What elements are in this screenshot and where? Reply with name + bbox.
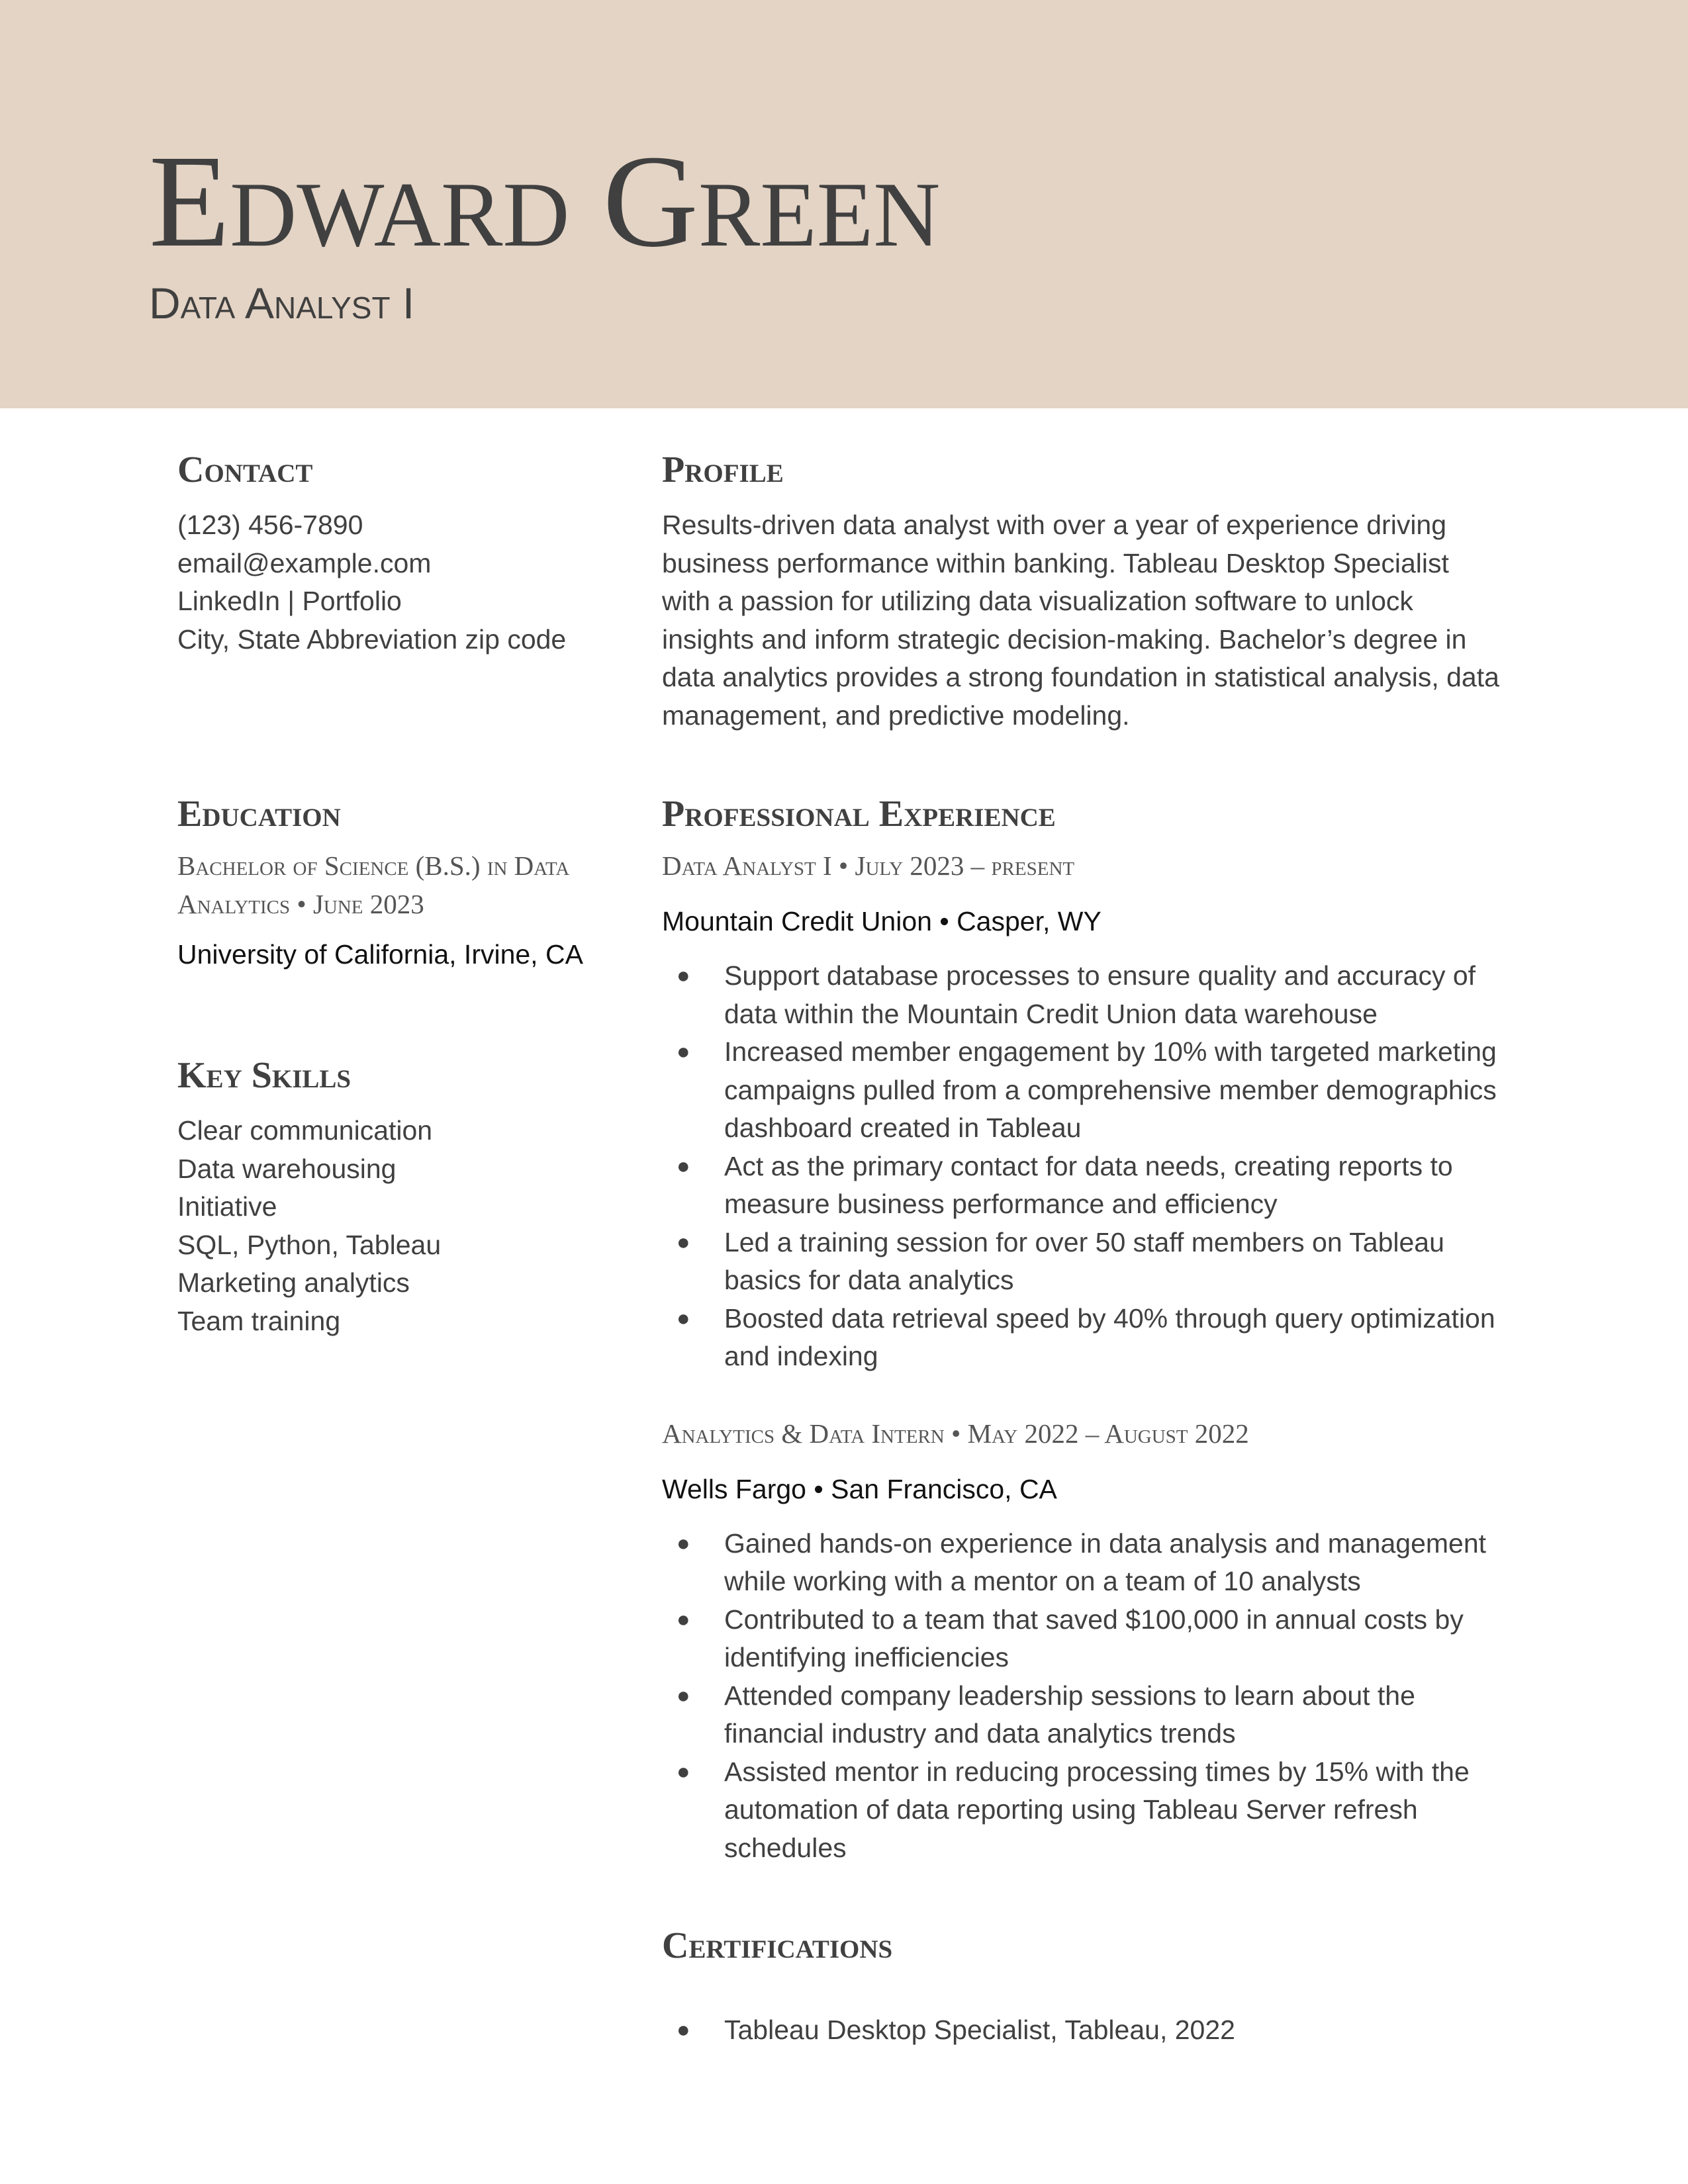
skills-section [177,1052,614,1340]
bullet-dot-icon: ● [677,1153,690,1179]
certifications-section [662,1923,1542,2050]
job-bullet: ● Contributed to a team that saved $100,000 in annual costs by identifying inefficiencies [662,1601,1542,1677]
bullet-dot-icon: ● [677,1682,690,1708]
job-bullet: ● Act as the primary contact for data needs, creating reports to measure business performance and efficiency [662,1148,1542,1224]
bullet-dot-icon: ● [677,2017,690,2042]
job-title-dates: Data Analyst I • July 2023 – present [662,850,1075,881]
skills-heading: Key Skills [177,1055,352,1096]
skill-item: SQL, Python, Tableau [177,1229,442,1260]
skill-item: Initiative [177,1191,277,1222]
contact-email: email@example.com [177,547,432,578]
education-heading: Education [177,794,341,835]
job-employer: Mountain Credit Union • Casper, WY [662,906,1102,936]
job-bullet: ● Boosted data retrieval speed by 40% through query optimization and indexing [662,1300,1542,1376]
education-section [177,791,614,974]
job-bullet: ● Increased member engagement by 10% with targeted marketing campaigns pulled from a comprehensive member demographics dashboard created in Tableau [662,1033,1542,1148]
experience-heading: Professional Experience [662,794,1056,835]
profile-summary [662,506,1542,735]
education-degree-line1: Bachelor of Science (B.S.) in Data [177,850,570,881]
profile-line: management, and predictive modeling. [662,700,1130,731]
contact-phone: (123) 456-7890 [177,510,363,540]
candidate-name: Edward Green [149,128,941,275]
skill-item: Marketing analytics [177,1267,410,1298]
job-bullet: ● Assisted mentor in reducing processing times by 15% with the automation of data reporting using Tableau Server refresh schedules [662,1753,1542,1868]
contact-heading: Contact [177,449,313,490]
profile-line: data analytics provides a strong foundation in statistical analysis, data [662,662,1499,692]
contact-location: City, State Abbreviation zip code [177,623,567,655]
skill-item: Team training [177,1305,341,1336]
education-school: University of California, Irvine, CA [177,939,583,970]
bullet-dot-icon: ● [677,1530,690,1556]
profile-section [662,447,1542,735]
job-bullet: ● Support database processes to ensure quality and accuracy of data within the Mountain Credit Union data warehouse [662,957,1542,1033]
job-entry [662,1414,1542,1868]
job-bullets [662,1525,1542,1868]
bullet-dot-icon: ● [677,1758,690,1784]
profile-line: business performance within banking. Tableau Desktop Specialist [662,547,1449,578]
bullet-dot-icon: ● [677,1229,690,1255]
job-employer: Wells Fargo • San Francisco, CA [662,1473,1057,1504]
candidate-title: Data Analyst I [149,279,415,328]
certifications-list [662,2011,1542,2050]
experience-section [662,791,1542,1867]
profile-heading: Profile [662,449,784,490]
job-entry [662,846,1542,1376]
skills-list [177,1112,614,1340]
certification-item: ● Tableau Desktop Specialist, Tableau, 2022 [662,2011,1542,2050]
job-bullets [662,957,1542,1376]
skill-item: Data warehousing [177,1153,397,1184]
profile-line: Results-driven data analyst with over a year of experience driving [662,510,1447,540]
job-title-dates: Analytics & Data Intern • May 2022 – August 2022 [662,1418,1249,1449]
job-bullet: ● Gained hands-on experience in data analysis and management while working with a mentor on a team of 10 analysts [662,1525,1542,1601]
bullet-dot-icon: ● [677,1305,690,1331]
profile-line: insights and inform strategic decision-making. Bachelor’s degree in [662,623,1467,655]
job-bullet: ● Attended company leadership sessions to learn about the financial industry and data analytics trends [662,1677,1542,1753]
bullet-dot-icon: ● [677,1606,690,1632]
skill-item: Clear communication [177,1115,433,1146]
contact-links: LinkedIn | Portfolio [177,586,402,616]
bullet-dot-icon: ● [677,963,690,988]
certifications-heading: Certifications [662,1925,893,1966]
contact-section [177,447,614,659]
bullet-dot-icon: ● [677,1039,690,1064]
education-degree-line2: Analytics • June 2023 [177,889,424,919]
profile-line: with a passion for utilizing data visualization software to unlock [662,586,1413,616]
job-bullet: ● Led a training session for over 50 staff members on Tableau basics for data analytics [662,1224,1542,1300]
